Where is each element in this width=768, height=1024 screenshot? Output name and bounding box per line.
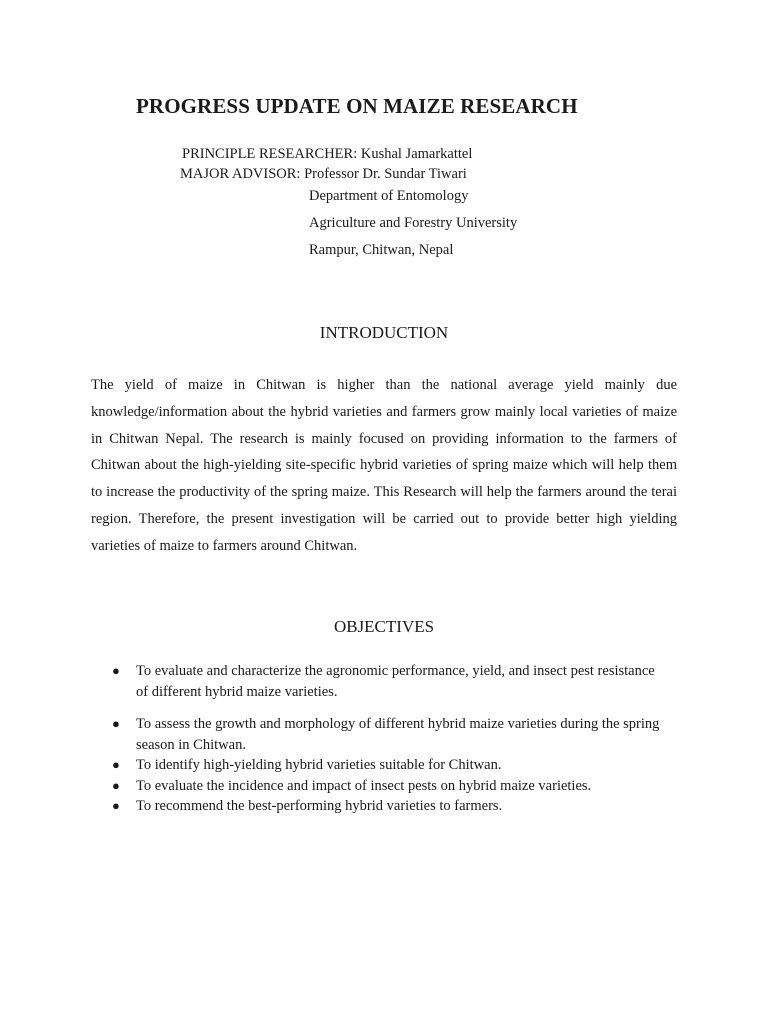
objective-text: To evaluate the incidence and impact of insect pests on hybrid maize varieties.	[136, 777, 592, 794]
principal-researcher-line: PRINCIPLE RESEARCHER: Kushal Jamarkattel	[182, 146, 473, 162]
bullet-icon: ●	[112, 663, 120, 678]
introduction-heading: INTRODUCTION	[319, 323, 449, 342]
list-item	[108, 661, 668, 702]
university-line: Agriculture and Forestry University	[309, 215, 518, 231]
document-title: PROGRESS UPDATE ON MAIZE RESEARCH	[136, 94, 578, 118]
objectives-list	[108, 661, 668, 817]
objective-text: To identify high-yielding hybrid varieties suitable for Chitwan.	[136, 757, 502, 773]
list-item	[108, 755, 668, 776]
objective-text: To assess the growth and morphology of different hybrid maize varieties during the spring season in Chitwan.	[136, 716, 660, 753]
bullet-icon: ●	[112, 777, 120, 793]
list-item	[108, 776, 668, 797]
objective-text: To evaluate and characterize the agronomic performance, yield, and insect pest resistance of different hybrid maize varieties.	[136, 663, 655, 700]
objective-text: To recommend the best-performing hybrid varieties to farmers.	[136, 798, 503, 814]
bullet-icon: ●	[112, 716, 120, 731]
introduction-paragraph: The yield of maize in Chitwan is higher than the national average yield mainly due knowledge/information about the hybrid varieties and farmers grow mainly local varieties of maize in Chitwan Nepal. The research is mainly focused on providing information to the farmers of Chitwan about the high-yielding site-specific hybrid varieties of spring maize which will help them to increase the productivity of the spring maize. This Research will help the farmers around the terai region. Therefore, the present investigation will be carried out to provide better high yielding varieties of maize to farmers around Chitwan.	[91, 377, 677, 554]
location-line: Rampur, Chitwan, Nepal	[309, 242, 454, 258]
bullet-icon: ●	[112, 798, 120, 813]
list-item	[108, 714, 668, 755]
major-advisor-line: MAJOR ADVISOR: Professor Dr. Sundar Tiwari	[180, 166, 467, 182]
department-line: Department of Entomology	[309, 188, 469, 204]
bullet-icon: ●	[112, 757, 120, 772]
objectives-heading: OBJECTIVES	[333, 617, 435, 636]
list-item	[108, 796, 668, 817]
